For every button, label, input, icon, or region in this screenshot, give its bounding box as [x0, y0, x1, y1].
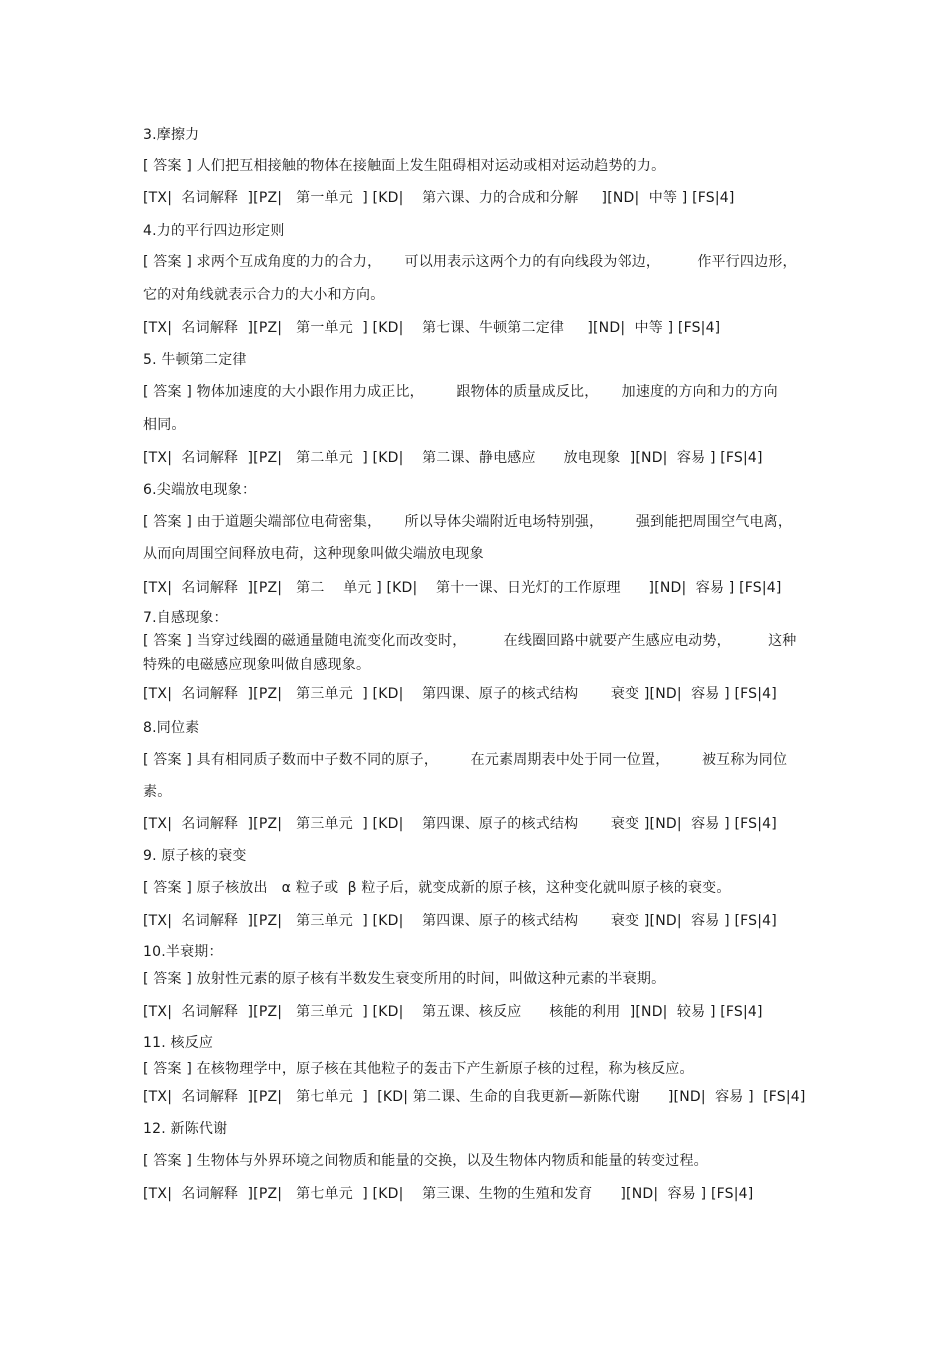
answer-line: [ 答案 ] 求两个互成角度的力的合力， 可以用表示这两个力的有向线段为邻边， 作平行四边形， — [143, 254, 797, 270]
entry-title: 3.摩擦力 — [143, 127, 200, 143]
entry-title: 6.尖端放电现象： — [143, 482, 257, 498]
meta-line: [TX| 名词解释 ][PZ| 第七单元 ] [KD| 第三课、生物的生殖和发育 ][ND| 容易 ] [FS|4] — [143, 1186, 754, 1202]
answer-line: [ 答案 ] 由于道题尖端部位电荷密集， 所以导体尖端附近电场特别强， 强到能把周围空气电离， — [143, 514, 793, 530]
answer-line: 素。 — [143, 784, 172, 800]
entry-title: 4.力的平行四边形定则 — [143, 223, 285, 239]
answer-line: [ 答案 ] 放射性元素的原子核有半数发生衰变所用的时间，叫做这种元素的半衰期。 — [143, 971, 666, 987]
meta-line: [TX| 名词解释 ][PZ| 第一单元 ] [KD| 第六课、力的合成和分解 ][ND| 中等 ] [FS|4] — [143, 190, 735, 206]
meta-line: [TX| 名词解释 ][PZ| 第七单元 ] [KD| 第二课、生命的自我更新—新陈代谢 ][ND| 容易 ] [FS|4] — [143, 1089, 806, 1105]
entry-title: 9. 原子核的衰变 — [143, 848, 247, 864]
answer-line: [ 答案 ] 在核物理学中，原子核在其他粒子的轰击下产生新原子核的过程，称为核反应。 — [143, 1061, 694, 1077]
answer-line: [ 答案 ] 原子核放出 α 粒子或 β 粒子后，就变成新的原子核，这种变化就叫原子核的衰变。 — [143, 880, 731, 896]
entry-title: 12. 新陈代谢 — [143, 1121, 228, 1137]
meta-line: [TX| 名词解释 ][PZ| 第二 单元 ] [KD| 第十一课、日光灯的工作原理 ][ND| 容易 ] [FS|4] — [143, 580, 782, 596]
answer-line: [ 答案 ] 具有相同质子数而中子数不同的原子， 在元素周期表中处于同一位置， 被互称为同位 — [143, 752, 788, 768]
answer-line: 它的对角线就表示合力的大小和方向。 — [143, 287, 385, 303]
meta-line: [TX| 名词解释 ][PZ| 第三单元 ] [KD| 第五课、核反应 核能的利用 ][ND| 较易 ] [FS|4] — [143, 1004, 763, 1020]
entry-title: 8.同位素 — [143, 720, 200, 736]
entry-title: 11. 核反应 — [143, 1035, 214, 1051]
answer-line: 特殊的电磁感应现象叫做自感现象。 — [143, 657, 371, 673]
entry-title: 10.半衰期： — [143, 944, 223, 960]
answer-line: 相同。 — [143, 417, 186, 433]
answer-line: 从而向周围空间释放电荷，这种现象叫做尖端放电现象 — [143, 546, 484, 562]
meta-line: [TX| 名词解释 ][PZ| 第一单元 ] [KD| 第七课、牛顿第二定律 ][ND| 中等 ] [FS|4] — [143, 320, 721, 336]
meta-line: [TX| 名词解释 ][PZ| 第二单元 ] [KD| 第二课、静电感应 放电现象 ][ND| 容易 ] [FS|4] — [143, 450, 763, 466]
meta-line: [TX| 名词解释 ][PZ| 第三单元 ] [KD| 第四课、原子的核式结构 衰变 ][ND| 容易 ] [FS|4] — [143, 816, 777, 832]
meta-line: [TX| 名词解释 ][PZ| 第三单元 ] [KD| 第四课、原子的核式结构 衰变 ][ND| 容易 ] [FS|4] — [143, 913, 777, 929]
meta-line: [TX| 名词解释 ][PZ| 第三单元 ] [KD| 第四课、原子的核式结构 衰变 ][ND| 容易 ] [FS|4] — [143, 686, 777, 702]
answer-line: [ 答案 ] 生物体与外界环境之间物质和能量的交换，以及生物体内物质和能量的转变过程。 — [143, 1153, 708, 1169]
answer-line: [ 答案 ] 物体加速度的大小跟作用力成正比， 跟物体的质量成反比， 加速度的方向和力的方向 — [143, 384, 778, 400]
entry-title: 7.自感现象： — [143, 610, 228, 626]
answer-line: [ 答案 ] 人们把互相接触的物体在接触面上发生阻碍相对运动或相对运动趋势的力。 — [143, 158, 666, 174]
entry-title: 5. 牛顿第二定律 — [143, 352, 247, 368]
answer-line: [ 答案 ] 当穿过线圈的磁通量随电流变化而改变时， 在线圈回路中就要产生感应电动势， 这种 — [143, 633, 797, 649]
